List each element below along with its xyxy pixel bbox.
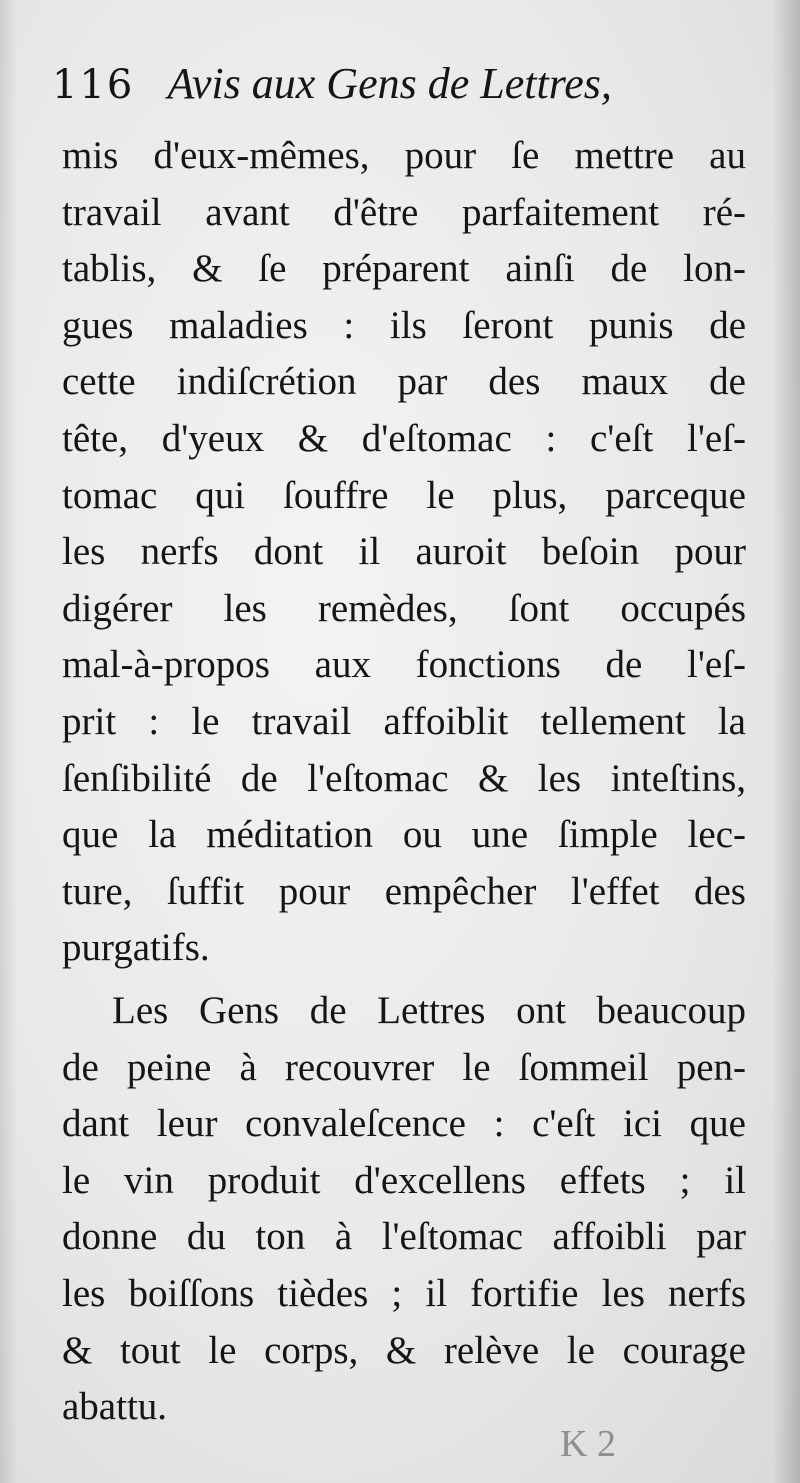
- text-line: les nerfs dont il auroit beſoin pour: [62, 530, 746, 574]
- page-number: 116: [52, 62, 135, 108]
- text-line: tomac qui ſouffre le plus, parceque: [62, 473, 746, 517]
- text-line: ſenſibilité de l'eſtomac & les inteſtins,: [62, 756, 746, 800]
- text-line: mal-à-propos aux fonctions de l'eſ-: [62, 643, 746, 687]
- text-line: purgatifs.: [62, 926, 210, 970]
- text-line: tablis, & ſe préparent ainſi de lon-: [62, 247, 746, 291]
- page-edge-shadow: [772, 0, 800, 1483]
- text-line: & tout le corps, & relève le courage: [62, 1328, 746, 1372]
- paragraph-1: [62, 128, 746, 977]
- text-line: les boiſſons tièdes ; il fortifie les nerfs: [62, 1271, 746, 1315]
- text-line: abattu.: [62, 1385, 168, 1429]
- text-line: mis d'eux-mêmes, pour ſe mettre au: [62, 134, 746, 177]
- text-line: ture, ſuffit pour empêcher l'effet des: [62, 869, 746, 913]
- text-line: tête, d'yeux & d'eſtomac : c'eſt l'eſ-: [62, 416, 746, 460]
- running-header: [52, 58, 752, 122]
- paragraph-2: [62, 983, 746, 1436]
- text-line: le vin produit d'excellens effets ; il: [62, 1158, 746, 1202]
- running-title: Avis aux Gens de Lettres,: [167, 59, 612, 108]
- text-line: digérer les remèdes, ſont occupés: [62, 586, 746, 630]
- text-line: Les Gens de Lettres ont beaucoup: [112, 989, 746, 1032]
- text-line: gues maladies : ils ſeront punis de: [62, 303, 746, 347]
- gutter-shadow: [0, 0, 18, 1483]
- text-line: travail avant d'être parfaitement ré-: [62, 190, 746, 234]
- text-line: que la méditation ou une ſimple lec-: [62, 813, 746, 857]
- text-line: dant leur convaleſcence : c'eſt ici que: [62, 1102, 746, 1146]
- signature-mark: K 2: [560, 1423, 616, 1465]
- text-line: prit : le travail affoiblit tellement la: [62, 699, 746, 743]
- text-line: donne du ton à l'eſtomac affoibli par: [62, 1215, 746, 1259]
- text-line: cette indiſcrétion par des maux de: [62, 360, 746, 404]
- text-line: de peine à recouvrer le ſommeil pen-: [62, 1045, 746, 1089]
